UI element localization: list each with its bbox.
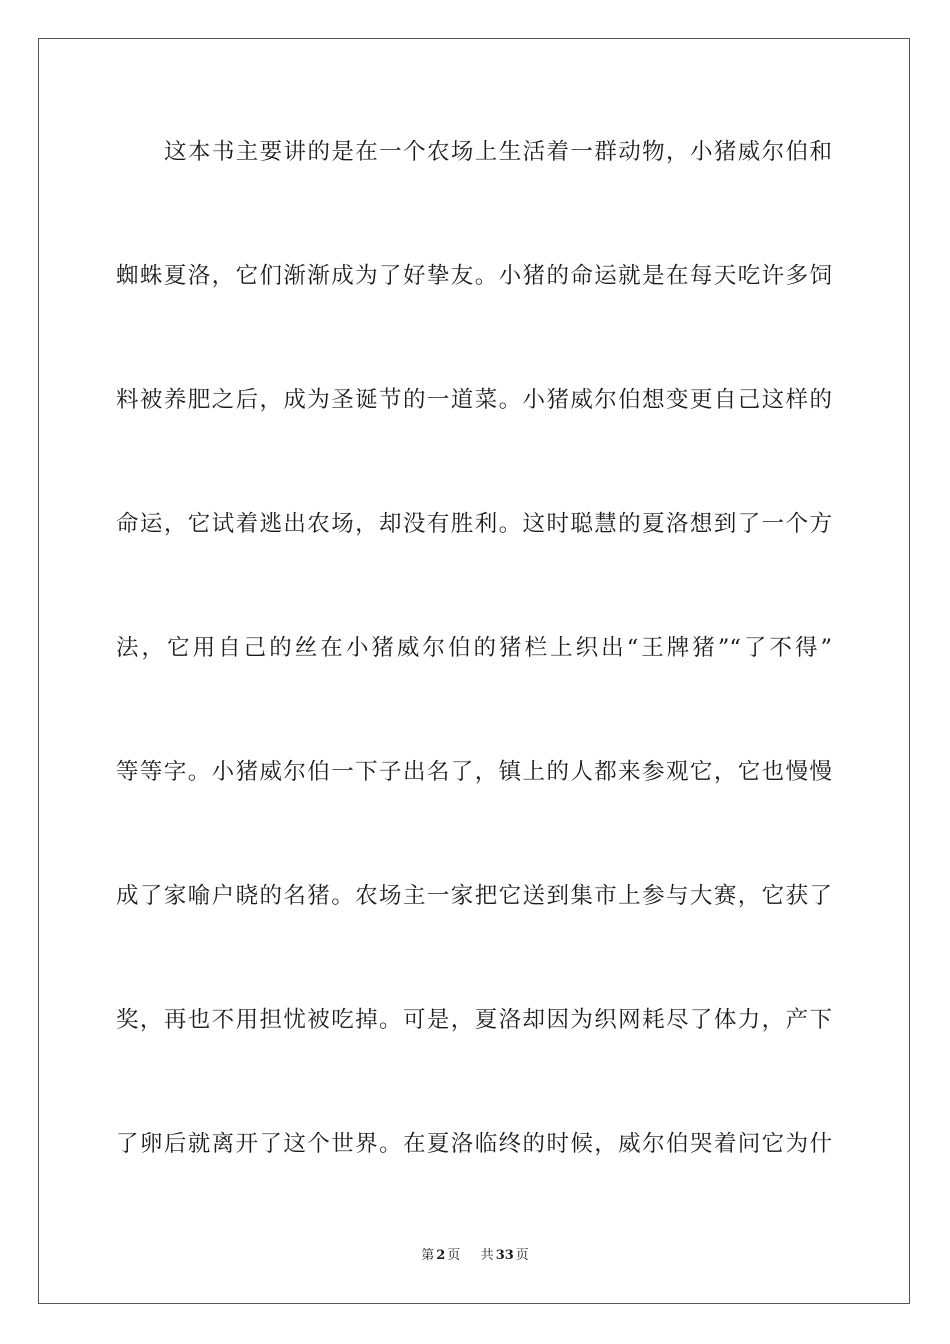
paragraph-line: 等等字。小猪威尔伯一下子出名了，镇上的人都来参观它，它也慢慢 <box>116 759 832 785</box>
paragraph-line: 法，它用自己的丝在小猪威尔伯的猪栏上织出“王牌猪”“了不得” <box>116 635 832 661</box>
page-indicator <box>419 1248 462 1263</box>
total-unit: 页 <box>515 1248 529 1263</box>
page-footer <box>0 1247 950 1265</box>
paragraph-line: 命运，它试着逃出农场，却没有胜利。这时聪慧的夏洛想到了一个方 <box>116 511 832 537</box>
total-pages: 33 <box>495 1248 514 1263</box>
paragraph-line: 料被养肥之后，成为圣诞节的一道菜。小猪威尔伯想变更自己这样的 <box>116 387 832 413</box>
paragraph-line: 蜘蛛夏洛，它们渐渐成为了好挚友。小猪的命运就是在每天吃许多饲 <box>116 263 832 289</box>
page-prefix: 第 <box>421 1248 435 1263</box>
page-number: 2 <box>436 1248 446 1263</box>
page-unit: 页 <box>447 1248 461 1263</box>
total-indicator <box>479 1248 531 1263</box>
paragraph-line: 了卵后就离开了这个世界。在夏洛临终的时候，威尔伯哭着问它为什 <box>116 1131 832 1157</box>
total-prefix: 共 <box>480 1248 494 1263</box>
paragraph-line: 奖，再也不用担忧被吃掉。可是，夏洛却因为织网耗尽了体力，产下 <box>116 1007 832 1033</box>
paragraph-line: 成了家喻户晓的名猪。农场主一家把它送到集市上参与大赛，它获了 <box>116 883 832 909</box>
paragraph-line: 这本书主要讲的是在一个农场上生活着一群动物，小猪威尔伯和 <box>164 139 832 165</box>
page-border <box>38 38 910 1304</box>
